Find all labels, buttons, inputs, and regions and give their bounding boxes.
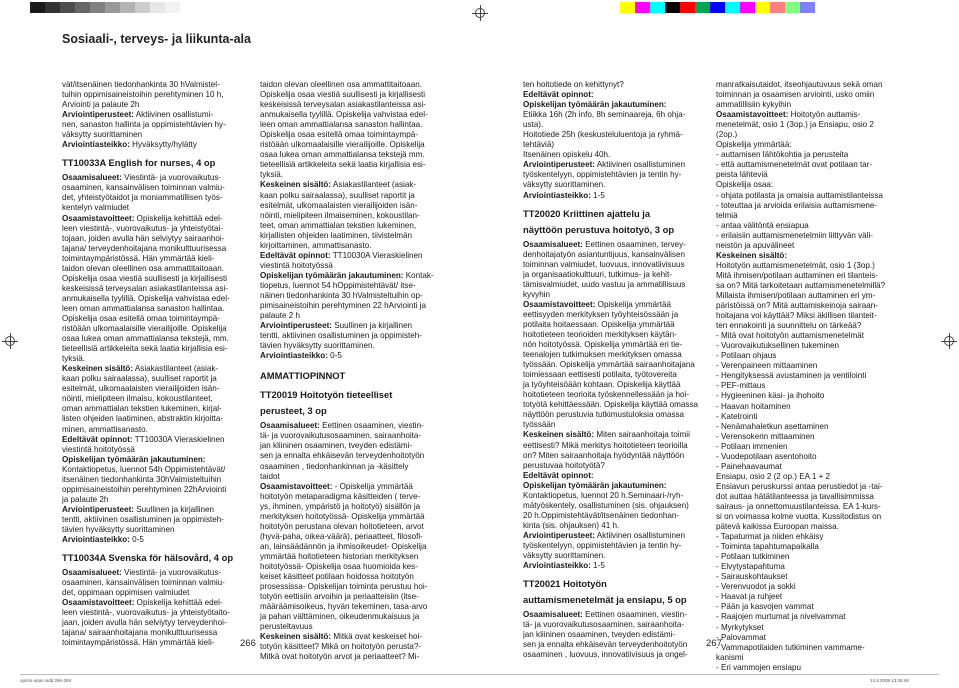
- text-line: toimiessaan eettisesti potilaita, työtovereita: [523, 370, 677, 380]
- text-line: - erilaisiin auttamismenetelmiin liittyvän väli-: [716, 230, 873, 240]
- text-line: oppimisaineistoihin perehtyminen 22hArviointi: [62, 484, 227, 494]
- text-line: - Potilaan tutkiminen: [716, 552, 790, 562]
- field-label: Keskeinen sisältö:: [260, 632, 332, 642]
- text-line: Mitkä ovat hoitotyön arvot ja periaatteet? Mi-: [260, 652, 420, 662]
- text-line: kanismi: [716, 652, 744, 662]
- text-line: Kontaktiopetus, luennot 20 h.Seminaari-/ryh-: [523, 490, 684, 500]
- text-line: on? Miten sairaanhoitaja hyödyntää näyttöön: [523, 450, 685, 460]
- text-line: kirjallisten ohjeiden laatiminen, tiivistelmän: [260, 230, 413, 240]
- color-swatch: [680, 2, 695, 13]
- field-label: Arviointiasteikko:: [523, 561, 591, 571]
- course-heading: TT20020 Kriittinen ajattelu ja: [523, 207, 651, 219]
- text-line: Opiskelija osaa esitellä omaa toimintaympä-: [260, 130, 418, 140]
- color-swatch: [150, 2, 165, 13]
- text-line: - Verenvuodot ja sokki: [716, 582, 796, 592]
- text-line: väksytty suorittaminen: [62, 130, 143, 140]
- text-line: teet, oman ammattialan tekstien lukeminen,: [260, 220, 417, 230]
- field-label: Arviointiperusteet:: [523, 530, 595, 540]
- text-line: Arviointiasteikko: 1-5: [523, 190, 605, 200]
- text-line: määräämisoikeus, hyvän tekeminen, tasa-arvo: [260, 602, 428, 612]
- field-label: Edeltävät opinnot:: [523, 90, 594, 100]
- text-line: nön hoitotyössä. Opiskelija ymmärtää eri tie-: [523, 340, 683, 350]
- text-line: - auttamisen lähtökohtia ja perusteita: [716, 150, 849, 160]
- text-line: - Tapaturmat ja niiden ehkäisy: [716, 532, 824, 542]
- text-line: väksytty suorittaminen.: [523, 180, 606, 190]
- text-line: - Verensokerin mittaaminen: [716, 431, 815, 441]
- text-line: osaaminen , luovuus, innovatiivisuus ja ongel-: [523, 650, 688, 660]
- text-line: [523, 100, 703, 110]
- text-line: Keskeinen sisältö: Mitkä ovat keskeiset hoi-: [260, 632, 422, 642]
- text-line: Osaamisalueet: Eettinen osaaminen, viestin-: [260, 421, 424, 431]
- text-line: - Vuorovaikutuksellinen tukeminen: [716, 341, 839, 351]
- color-swatch: [180, 2, 195, 13]
- text-line: väksytty suorittaminen.: [523, 551, 606, 561]
- footer-rule: [20, 674, 939, 675]
- text-line: Arviointiperusteet: Suullinen ja kirjallinen: [260, 321, 413, 331]
- text-line: eettisyyden merkityksen työyhteisössään ja: [523, 309, 679, 319]
- text-line: itsenäinen tiedonhankinta 30hValmisteltuihin: [62, 474, 222, 484]
- text-line: toimintaympäristössä. Hän ymmärtää kieli-: [62, 253, 215, 263]
- text-line: denhoitajatyön asiantuntijuus, kansainvälisen: [523, 249, 685, 259]
- color-swatch: [60, 2, 75, 13]
- text-line: merkityksen hoitotyössä- Opiskelija ymmärtää: [260, 511, 425, 521]
- text-line: ja organisaatiokulttuuri, tutkimus- ja kehit-: [523, 269, 672, 279]
- text-line: jan kliininen osaaminen, tveyden edistämi-: [523, 630, 676, 640]
- text-line: tieteellisiä artikkeleita sekä laatia kirjallisia esi-: [260, 160, 426, 170]
- field-label: Arviointiperusteet:: [62, 504, 134, 514]
- text-line: työssään. Opiskelija ymmärtää sairaanhoitajana: [523, 360, 695, 370]
- text-line: ja työyhteisöään kohtaan. Opiskelija käyttää: [523, 380, 681, 390]
- text-line: nöinti, mielipiteen ilmaisu, kokoustilanteet,: [62, 394, 213, 404]
- color-swatch: [105, 2, 120, 13]
- course-heading: TT10034A Svenska för hälsovård, 4 op: [62, 552, 234, 564]
- course-heading: TT20021 Hoitotyön: [523, 578, 607, 590]
- field-label: Keskeinen sisältö:: [62, 364, 134, 374]
- text-line: menetelmät, osio 1 (3op.) ja Ensiapu, osio 2: [716, 120, 874, 130]
- text-line: [716, 251, 896, 261]
- text-line: Keskeinen sisältö: Miten sairaanhoitaja toimii: [523, 430, 690, 440]
- text-line: Osaamistavoitteet: Opiskelija ymmärtää: [523, 299, 671, 309]
- field-label: Osaamistavoitteet:: [260, 481, 333, 491]
- text-line: hoitotieteen teorioita työskennellessään ja hoi-: [523, 390, 690, 400]
- text-line: - Potilaan ohjaus: [716, 351, 777, 361]
- color-swatch: [120, 2, 135, 13]
- text-line: si on voimassa kolme vuotta. Kussitodistus on: [716, 512, 882, 522]
- text-line: [62, 455, 242, 465]
- text-line: pimisaineistoihin perehtyminen 22 hArviointi ja: [260, 301, 427, 311]
- text-line: taidon olevan oleellinen osa ammattitaitoaan.: [62, 263, 224, 273]
- color-swatch: [30, 2, 45, 13]
- field-label: Keskeinen sisältö:: [260, 180, 332, 190]
- text-line: tajana/ sairaanhoitajana monikulttuurisessa: [62, 628, 218, 638]
- text-line: - Haavat ja ruhjeet: [716, 592, 783, 602]
- text-line: - Hengityksessä avustaminen ja ventilointi: [716, 371, 867, 381]
- field-label: Osaamisalueet:: [260, 421, 320, 431]
- text-line: minen, ammattisanasto.: [62, 424, 148, 434]
- text-line: Opiskelijan työmäärän jakautuminen: Kontak-: [260, 270, 434, 280]
- text-line: - Eri vammojen ensiapu: [716, 662, 802, 672]
- text-line: tä- ja vuorovaikutusosaaminen, sairaanhoita-: [260, 431, 422, 441]
- text-line: näyttöön perustuvia tutkimustuloksia omassa: [523, 410, 685, 420]
- text-line: Keskeinen sisältö: Asiakastilanteet (asiak-: [260, 180, 417, 190]
- text-line: Arviointiperusteet: Aktiivinen osallistuminen: [523, 160, 685, 170]
- field-label: Arviointiasteikko:: [523, 190, 591, 200]
- field-label: Opiskelijan työmäärän jakautuminen:: [523, 100, 667, 110]
- section-heading: AMMATTIOPINNOT: [260, 370, 346, 382]
- color-swatch: [650, 2, 665, 13]
- text-line: [523, 90, 703, 100]
- text-line: det, oppimaan oppimisen valmiudet: [62, 588, 190, 598]
- text-line: keskeisissä terveysalan asiakastilanteissa asi-: [260, 100, 426, 110]
- text-line: Osaamistavoitteet: - Opiskelija ymmärtää: [260, 481, 413, 491]
- text-line: tävien hyväksytty suorittaminen.: [260, 341, 375, 351]
- text-line: tyksiä.: [260, 170, 283, 180]
- course-heading-continued: auttamismenetelmät ja ensiapu, 5 op: [523, 594, 687, 606]
- text-line: - Vuodepotilaan asentohoito: [716, 451, 817, 461]
- text-line: näinen tiedonhankinta 30 hValmisteltuihin op-: [260, 290, 423, 300]
- text-line: Mitä ihmisen/potilaan auttaminen eri tilanteis-: [716, 270, 878, 280]
- field-label: Arviointiperusteet:: [62, 110, 134, 120]
- field-label: Keskeinen sisältö:: [523, 430, 595, 440]
- field-label: Edeltävät opinnot:: [523, 470, 594, 480]
- text-column-1: [62, 80, 242, 648]
- text-line: manratkaisutaidot, itseohjautuvuus sekä oman: [716, 80, 883, 89]
- text-line: Osaamistavoitteet: Opiskelija kehittää edel-: [62, 213, 223, 223]
- field-label: Opiskelijan työmäärän jakautuminen:: [523, 480, 667, 490]
- text-line: - PEF-mittaus: [716, 381, 766, 391]
- field-label: Opiskelijan työmäärän jakautuminen:: [260, 270, 404, 280]
- text-line: telmiä: [716, 210, 738, 220]
- text-line: palaute 2 h: [260, 311, 301, 321]
- text-line: potilaita hoitaessaan. Opiskelija ymmärtää: [523, 319, 675, 329]
- text-line: det, yhteistyötaidot ja moniammatillisen työs-: [62, 193, 223, 203]
- field-label: Osaamistavoitteet:: [62, 213, 135, 223]
- text-line: listen ohjeiden laatiminen, abstraktin kirjoitta-: [62, 414, 224, 424]
- text-line: - ohjata potilasta ja omaisia auttamistilanteissa: [716, 190, 883, 200]
- text-line: nen, sanaston hallinta ja oppimistehtävien hy-: [62, 120, 226, 130]
- color-swatch: [620, 2, 635, 13]
- text-line: tojaan, joiden avulla hän selviytyy sairaanhoi-: [62, 233, 225, 243]
- text-line: - Sairauskohtaukset: [716, 572, 788, 582]
- text-line: Ensiapu, osio 2 (2 op.) EA 1 + 2: [716, 471, 831, 481]
- field-label: Keskeinen sisältö:: [716, 250, 788, 260]
- color-swatch: [75, 2, 90, 13]
- text-line: neistön ja apuvälineet: [716, 240, 795, 250]
- text-line: - Pään ja kasvojen vammat: [716, 602, 814, 612]
- course-heading: TT20019 Hoitotyön tieteelliset: [260, 389, 393, 401]
- text-line: viestintä hoitotyössä: [260, 260, 333, 270]
- text-line: taidot: [260, 471, 280, 481]
- text-line: Opiskelija ymmärtää:: [716, 140, 792, 150]
- field-label: Arviointiperusteet:: [260, 321, 332, 331]
- text-line: - että auttamismenetelmät ovat potilaan tar-: [716, 160, 873, 170]
- text-line: - Katetrointi: [716, 411, 758, 421]
- text-line: Arviointiasteikko: 1-5: [523, 561, 605, 571]
- text-line: Keskeinen sisältö: Asiakastilanteet (asiak-: [62, 364, 219, 374]
- text-line: an, lainsäädännön ja ihmisoikeudet- Opiskelija: [260, 541, 427, 551]
- text-line: hoitotyössä- Opiskelija osaa huomioida kes-: [260, 561, 418, 571]
- text-line: totyötä kehittäessään. Opiskelija käyttää omassa: [523, 400, 699, 410]
- text-line: tävien hyväksytty suorittaminen: [62, 524, 175, 534]
- text-line: osaa lukea oman ammattialansa tekstejä, mm.: [62, 334, 229, 344]
- text-line: hoitotyön metaparadigma käsitteiden ( terve-: [260, 491, 421, 501]
- text-line: - Potilaan immenien: [716, 441, 788, 451]
- text-line: mätyöskentely, osallistuminen (sis. ohjauksen): [523, 500, 689, 510]
- text-line: 20 h.Oppimistehtävät/itsenäinen tiedonhan-: [523, 510, 680, 520]
- text-line: osaaminen, kansainvälisen toiminnan valmiu-: [62, 183, 225, 193]
- field-label: Edeltävät opinnot:: [260, 250, 331, 260]
- text-line: Edeltävät opinnot: TT10030A Vieraskielinen: [62, 434, 225, 444]
- color-swatch: [635, 2, 650, 13]
- text-column-3: [523, 80, 703, 660]
- text-line: ristöään ulkomaalaisille vierailijoille. Opiskelija: [62, 324, 227, 334]
- text-line: taidon olevan oleellinen osa ammattitaitoaan.: [260, 80, 422, 89]
- text-line: Millaista ihmisen/potilaan auttaminen eri ym-: [716, 290, 876, 300]
- page-number-right: 267: [706, 638, 722, 649]
- text-line: Arviointiasteikko: 0-5: [260, 351, 342, 361]
- text-line: - antaa välitöntä ensiapua: [716, 220, 809, 230]
- text-line: viestintä hoitotyössä: [62, 444, 135, 454]
- text-line: työskentelyyn, oppimistehtävien ja tentin hy-: [523, 540, 682, 550]
- text-line: tyksiä.: [62, 354, 85, 364]
- text-line: pätevä kaikissa Euroopan maissa.: [716, 522, 839, 532]
- text-line: Osaamisalueet: Eettinen osaaminen, tervey-: [523, 239, 686, 249]
- color-swatch: [695, 2, 710, 13]
- text-line: (2op.): [716, 130, 738, 140]
- text-line: osaaminen , tiedonhankinnan ja -käsittely: [260, 461, 409, 471]
- text-line: leen viestintä-, vuorovaikutus- ja yhteistyötaito-: [62, 608, 230, 618]
- text-line: anmukaisella tyylillä. Opiskelija vahvistaa edel-: [62, 293, 230, 303]
- text-line: Edeltävät opinnot: TT10030A Vieraskielinen: [260, 250, 423, 260]
- text-line: ja palaute 2h: [62, 494, 109, 504]
- field-label: Opiskelijan työmäärän jakautuminen:: [62, 454, 206, 464]
- color-swatch: [785, 2, 800, 13]
- color-swatch: [665, 2, 680, 13]
- text-line: - Painehaavaumat: [716, 461, 782, 471]
- text-line: Etiikka 16h (2h info, 8h seminaareja, 6h ohja-: [523, 110, 686, 120]
- text-line: esitelmät, ulkomaalaisten vierailijoiden isän-: [260, 200, 418, 210]
- text-line: usta).: [523, 120, 544, 130]
- color-swatch: [725, 2, 740, 13]
- text-line: eettisesti? Mikä merkitys hoitotieteen teorioilla: [523, 440, 688, 450]
- course-heading-continued: perusteet, 3 op: [260, 405, 327, 417]
- color-swatch: [800, 2, 815, 13]
- text-line: sa on? Mitä tarkoitetaan auttamismenetelmillä?: [716, 280, 886, 290]
- text-line: totyön eettisiin arvoihin ja periaatteisiin (itse-: [260, 592, 419, 602]
- color-swatch: [165, 2, 180, 13]
- color-calibration-bar-right: [620, 2, 815, 13]
- text-line: tajana/ terveydenhoitajana monikulttuurisessa: [62, 243, 227, 253]
- text-line: jan kliininen osaaminen, tveyden edistämi-: [260, 441, 413, 451]
- color-swatch: [135, 2, 150, 13]
- text-line: ten ennakointi ja suunnittelu on tärkeää?: [716, 321, 862, 331]
- text-line: toiminnan ja osaamisen arviointi, usko omiin: [716, 90, 875, 100]
- text-line: - Verenpaineen mittaaminen: [716, 361, 818, 371]
- text-line: jaan, joiden avulla hän selviytyy terveydenhoi-: [62, 618, 227, 628]
- text-line: Hoitotiede 25h (keskusteluluentoja ja ryhmä-: [523, 130, 683, 140]
- text-line: [523, 471, 703, 481]
- color-swatch: [740, 2, 755, 13]
- field-label: Osaamisalueet:: [523, 239, 583, 249]
- footer-timestamp: 12.8.2008 13:26:48: [870, 678, 909, 683]
- field-label: Osaamistavoitteet:: [523, 299, 596, 309]
- text-line: (hyvä-paha, oikea-väärä), periaatteet, filosofi-: [260, 531, 423, 541]
- text-line: Itsenäinen opiskelu 40h.: [523, 150, 611, 160]
- text-line: työskentelyyn, oppimistehtävien ja tentin hy-: [523, 170, 682, 180]
- text-line: - Hygieeninen käsi- ja ihohoito: [716, 391, 825, 401]
- field-label: Edeltävät opinnot:: [62, 434, 133, 444]
- text-line: Osaamisalueet: Viestintä- ja vuorovaikutus-: [62, 568, 222, 578]
- text-line: Ensiavun peruskurssi antaa perustiedot ja -tai-: [716, 481, 883, 491]
- text-line: Arviointiperusteet: Aktiivinen osallistuminen: [523, 530, 685, 540]
- course-heading: TT10033A English for nurses, 4 op: [62, 157, 216, 169]
- text-line: Opiskelija osaa:: [716, 180, 774, 190]
- text-line: ristöään ulkomaalaisille vierailijoille. Opiskelija: [260, 140, 425, 150]
- text-line: toimintaympäristössä. Hän ymmärtää kieli-: [62, 638, 215, 648]
- text-line: ys, ihminen, ympäristö ja hoitotyö) sisällön ja: [260, 501, 421, 511]
- text-line: Arviointiasteikko: 0-5: [62, 535, 144, 545]
- text-line: esitelmät, ulkomaalaisten vierailijoiden isän-: [62, 384, 220, 394]
- text-line: - Haavan hoitaminen: [716, 401, 791, 411]
- text-line: - toteuttaa ja arvioida erilaisia auttamismene-: [716, 200, 878, 210]
- text-line: tieteellisiä artikkeleita sekä laatia kirjallisia esi-: [62, 344, 228, 354]
- field-label: Arviointiasteikko:: [260, 351, 328, 361]
- text-line: hoitotieteen teorioiden merkityksen käytän-: [523, 329, 677, 339]
- text-line: sairaus- ja onnettomuustilanteissa. EA 1-kurs-: [716, 501, 881, 511]
- text-line: Kontaktiopetus, luennot 54h Oppimistehtävät/: [62, 464, 226, 474]
- text-line: tentti, aktiivinen osallistuminen ja oppimisteh-: [260, 331, 422, 341]
- text-line: vät/itsenäinen tiedonhankinta 30 hValmistel-: [62, 80, 220, 89]
- color-calibration-bar-left: [30, 2, 195, 13]
- text-line: leen oman ammattialansa sanaston hallintaa.: [62, 303, 225, 313]
- text-line: Osaamistavoitteet: Hoitotyön auttamis-: [716, 110, 861, 120]
- text-line: Arviointiasteikko: Hyväksytty/hylätty: [62, 140, 197, 150]
- field-label: Arviointiasteikko:: [62, 140, 130, 150]
- text-line: - Vammapotilaiden tutkiminen vammame-: [716, 642, 865, 652]
- text-line: peista lähteviä: [716, 170, 768, 180]
- text-line: toiminnan valmiudet, luovuus, innovatiivisuus: [523, 259, 685, 269]
- text-line: tuihin oppimisaineistoihin perehtyminen 10 h,: [62, 90, 224, 100]
- color-swatch: [770, 2, 785, 13]
- field-label: Arviointiperusteet:: [523, 160, 595, 170]
- field-label: Osaamisalueet:: [62, 568, 122, 578]
- text-line: kaan polku sairaalassa), suulliset raportit ja: [62, 374, 217, 384]
- text-line: perusteltavuus: [260, 622, 313, 632]
- text-line: tehtäviä): [523, 140, 555, 150]
- text-line: - Mitä ovat hoitotyön auttamismenetelmät: [716, 331, 865, 341]
- text-line: osaa lukea oman ammattialansa tekstejä mm.: [260, 150, 425, 160]
- text-line: Hoitotyön auttamismenetelmät, osio 1 (3op.): [716, 260, 875, 270]
- text-line: Osaamisalueet: Viestintä- ja vuorovaikutus-: [62, 173, 222, 183]
- field-label: Arviointiasteikko:: [62, 535, 130, 545]
- page-header-title: Sosiaali-, terveys- ja liikunta-ala: [62, 32, 251, 46]
- text-line: hoitajana voi käyttää? Miksi äkillisen tilanteit-: [716, 311, 877, 321]
- text-line: - Toiminta tapahtumapaikalla: [716, 542, 819, 552]
- text-line: [523, 481, 703, 491]
- text-line: ja pahan välttäminen, oikeudenmukaisuus ja: [260, 612, 420, 622]
- color-swatch: [755, 2, 770, 13]
- text-line: - Raajojen murtumat ja nivelvammat: [716, 612, 846, 622]
- text-line: työssään: [523, 420, 556, 430]
- color-swatch: [710, 2, 725, 13]
- text-line: kyvyhin: [523, 289, 550, 299]
- color-swatch: [45, 2, 60, 13]
- text-line: anmukaisella tyylillä. Opiskelija vahvistaa edel-: [260, 110, 428, 120]
- text-line: tä- ja vuorovaikutusosaaminen, sairaanhoita-: [523, 620, 685, 630]
- text-line: teenalojen tutkimuksen merkityksen omassa: [523, 350, 682, 360]
- text-line: leen oman ammattialansa sanaston hallintaa.: [260, 120, 423, 130]
- text-line: - Palovammat: [716, 632, 766, 642]
- text-line: Osaamisalueet: Eettinen osaaminen, viestin-: [523, 610, 687, 620]
- text-line: päristöissä on? Mitä auttamiskeinoja sairaan-: [716, 301, 878, 311]
- text-line: - Nenämahaletkun asettaminen: [716, 421, 829, 431]
- text-line: sen ja ennalta ehkäisevän terveydenhoitotyön: [260, 451, 425, 461]
- text-line: tiopetus, luennot 54 hOppimistehtävät/ itse-: [260, 280, 416, 290]
- color-swatch: [90, 2, 105, 13]
- registration-mark-icon: [475, 8, 485, 18]
- field-label: Osaamisalueet:: [523, 610, 583, 620]
- field-label: Osaamisalueet:: [62, 173, 122, 183]
- text-line: Opiskelija osaa viestiä suullisesti ja kirjallisesti: [62, 273, 228, 283]
- text-line: Opiskelija osaa esitellä omaa toimintaympä-: [62, 313, 220, 323]
- text-line: keskeisissä terveysalan asiakastilanteissa asi-: [62, 283, 228, 293]
- text-line: oman ammattialan tekstien lukeminen, kirjal-: [62, 404, 222, 414]
- text-line: tentti, aktiivinen osallistuminen ja oppimisteh-: [62, 514, 224, 524]
- text-line: keiset käsitteet potilaan hoidossa hoitotyön: [260, 572, 414, 582]
- text-line: kaan polku sairaalassa), suulliset raportit ja: [260, 190, 415, 200]
- text-line: Arviointiperusteet: Suullinen ja kirjallinen: [62, 504, 215, 514]
- text-line: Arviointiperusteet: Aktiivinen osallistumi-: [62, 110, 214, 120]
- text-column-2: [260, 80, 440, 662]
- text-line: nöinti, mielipiteen ilmaiseminen, kokoustilan-: [260, 210, 420, 220]
- text-line: kinta (sis. ohjauksen) 41 h.: [523, 520, 620, 530]
- text-line: sen ja ennalta ehkäisevän terveydenhoitotyön: [523, 640, 688, 650]
- text-line: totyön käsitteet? Mikä on hoitotyön perusta?-: [260, 642, 422, 652]
- text-line: hoitotyön perustana olevan hoitotieteen, arvot: [260, 521, 424, 531]
- text-line: ten hoitotiede on kehittynyt?: [523, 80, 624, 89]
- field-label: Osaamistavoitteet:: [62, 598, 135, 608]
- text-line: kirjoittaminen, ammattisanasto.: [260, 240, 372, 250]
- text-line: - Elvytystapahtuma: [716, 562, 785, 572]
- text-line: leen viestintä-, vuorovaikutus- ja yhteistyötai-: [62, 223, 224, 233]
- text-line: ymmärtää hoitotieteen historian merkityksen: [260, 551, 419, 561]
- text-line: tämisvalmiudet, uudo vastuu ja ammatillisuus: [523, 279, 686, 289]
- text-line: Osaamistavoitteet: Opiskelija kehittää edel-: [62, 598, 223, 608]
- footer-file-info: opinto-opas.indd 266-269: [20, 678, 72, 683]
- text-line: kentelyn valmiudet: [62, 203, 130, 213]
- registration-mark-icon: [944, 336, 954, 346]
- registration-mark-icon: [5, 336, 15, 346]
- text-column-4: [716, 80, 896, 673]
- text-line: Arviointi ja palaute 2h: [62, 100, 140, 110]
- text-line: perustuvaa hoitotyötä?: [523, 460, 605, 470]
- page-number-left: 266: [240, 638, 256, 649]
- text-line: - Myrkytykset: [716, 622, 764, 632]
- text-line: dot auttaa hätätilanteessa ja tavallisimmissa: [716, 491, 874, 501]
- text-line: Opiskelija osaa viestiä suullisesti ja kirjallisesti: [260, 90, 426, 100]
- field-label: Osaamistavoitteet:: [716, 110, 789, 120]
- text-line: ammatillisiin kykyihin: [716, 100, 792, 110]
- course-heading-continued: näyttöön perustuva hoitotyö, 3 op: [523, 223, 675, 235]
- text-line: osaaminen, kansainvälisen toiminnan valmiu-: [62, 578, 225, 588]
- text-line: prosessissa- Opiskelijan toiminta perustuu hoi-: [260, 582, 428, 592]
